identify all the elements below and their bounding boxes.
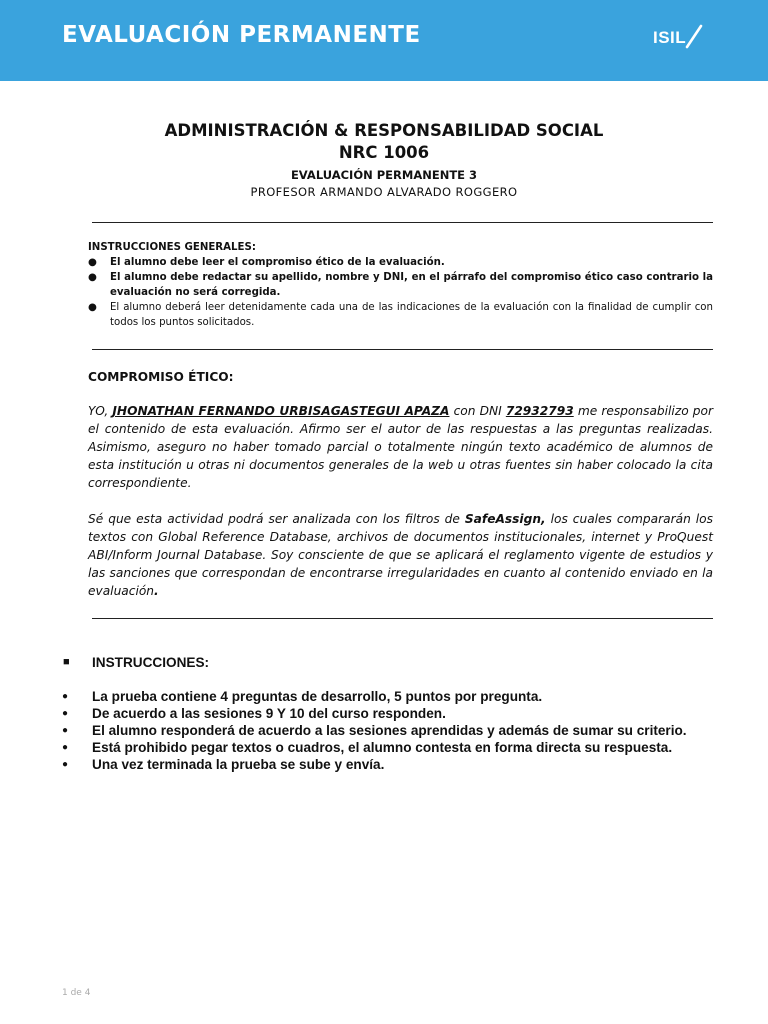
professor-name: PROFESOR ARMANDO ALVARADO ROGGERO (250, 185, 518, 199)
list-item (60, 722, 720, 739)
list-item (60, 739, 720, 756)
divider-3 (92, 618, 713, 619)
text-span: . (154, 584, 159, 598)
general-instructions-list (88, 255, 713, 330)
evaluation-name: EVALUACIÓN PERMANENTE 3 (290, 168, 478, 182)
text-span: los cuales compararán los textos con Global Reference Database, archivos de documentos institucionales, internet y ProQuest ABI/Inform Journal Database. Soy consciente de que se aplicará el reglamento vigente de estudios y las sanciones que correspondan de encontrarse irregularidades en cuanto al contenido enviado en la evaluación (88, 512, 713, 598)
list-item (60, 705, 720, 722)
slash-mark-icon (684, 23, 704, 51)
nrc-code: NRC 1006 (338, 143, 430, 162)
list-item (88, 300, 713, 330)
list-item (88, 255, 713, 270)
bullet-icon: ● (62, 725, 69, 736)
bullet-icon: ● (62, 742, 69, 753)
document-header (0, 120, 768, 200)
instructions-list (60, 688, 720, 773)
banner-title: EVALUACIÓN PERMANENTE (62, 22, 421, 48)
text-span: me responsabilizo por el contenido de esta evaluación. Afirmo ser el autor de las respuestas a las preguntas realizadas. Asimismo, aseguro no haber tomado parcial o totalmente ningún texto académico de alumnos de esta institución u otras ni documentos generales de la web u otras fuentes sin haber colocado la cita correspondiente. (88, 404, 714, 490)
list-item-text: La prueba contiene 4 preguntas de desarrollo, 5 puntos por pregunta. (92, 689, 543, 704)
instructions (60, 654, 720, 773)
bullet-icon: ● (62, 759, 69, 770)
ethical-commitment (88, 368, 713, 618)
bullet-icon: ● (62, 691, 69, 702)
general-instructions-title: INSTRUCCIONES GENERALES: (88, 242, 256, 253)
square-bullet-icon: ■ (63, 656, 70, 668)
bullet-icon: ● (88, 272, 97, 283)
list-item-text: El alumno responderá de acuerdo a las sesiones aprendidas y además de sumar su criterio. (92, 723, 687, 738)
general-instructions (88, 240, 713, 330)
student-name: JHONATHAN FERNANDO URBISAGASTEGUI APAZA (112, 404, 450, 418)
list-item-text: De acuerdo a las sesiones 9 Y 10 del curso responden. (92, 706, 446, 721)
header-banner (0, 0, 768, 81)
instructions-heading (60, 654, 720, 671)
logo-text: ISIL (653, 28, 687, 47)
bullet-icon: ● (88, 302, 97, 313)
text-span: Sé que esta actividad podrá ser analizada con los filtros de (88, 512, 465, 526)
text-span: YO, (88, 404, 113, 418)
commitment-paragraph-2 (88, 510, 713, 600)
list-item (60, 688, 720, 705)
ethical-commitment-title: COMPROMISO ÉTICO: (88, 370, 234, 384)
commitment-paragraph-1 (88, 402, 713, 492)
course-title: ADMINISTRACIÓN & RESPONSABILIDAD SOCIAL (164, 121, 604, 140)
tool-name: SafeAssign, (464, 512, 546, 526)
bullet-icon: ● (88, 257, 97, 268)
bullet-icon: ● (62, 708, 69, 719)
list-item-text: Está prohibido pegar textos o cuadros, el alumno contesta en forma directa su respuesta. (92, 740, 673, 755)
list-item-text: Una vez terminada la prueba se sube y envía. (92, 757, 385, 772)
list-item-text: El alumno debe leer el compromiso ético de la evaluación. (110, 257, 445, 268)
student-dni: 72932793 (505, 404, 574, 418)
divider-2 (92, 349, 713, 350)
text-span: con DNI (449, 404, 506, 418)
list-item (60, 756, 720, 773)
list-item-text: El alumno debe redactar su apellido, nombre y DNI, en el párrafo del compromiso ético caso contrario la evaluación no será corregida. (110, 272, 713, 298)
instructions-title: INSTRUCCIONES: (92, 655, 210, 670)
list-item-text: El alumno deberá leer detenidamente cada una de las indicaciones de la evaluación con la finalidad de cumplir con todos los puntos solicitados. (110, 302, 713, 328)
divider-1 (92, 222, 713, 223)
page-number: 1 de 4 (62, 988, 91, 998)
list-item (88, 270, 713, 300)
isil-logo (653, 28, 686, 48)
